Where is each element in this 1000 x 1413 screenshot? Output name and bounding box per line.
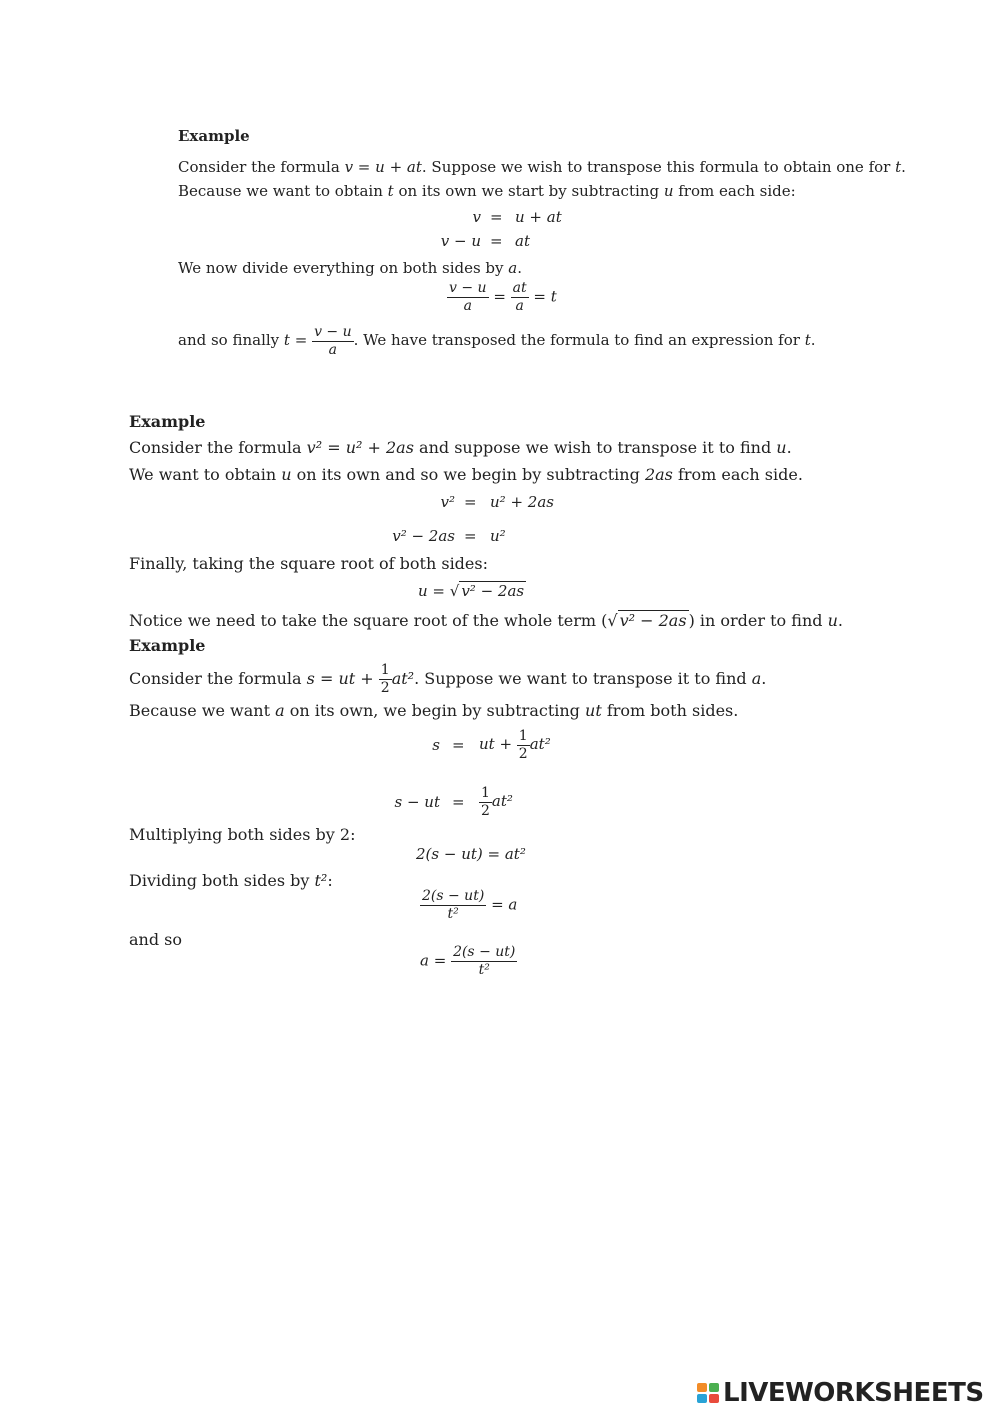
example1-eq2-rhs: at [515,232,530,250]
example3-line5: and so [129,930,183,949]
example1-eq1-op: = [490,208,503,226]
example2-eq2-op: = [464,527,477,545]
logo-square [709,1383,719,1392]
square-root: √ v² − 2as [607,611,687,630]
example3-line1: Consider the formula s = ut + $\frac{1}{2}$ at². Suppose we want to transpose it to find a. [129,662,767,696]
example2-eq2-rhs: u² [490,527,506,545]
example2-eq1-lhs: v² [440,493,455,511]
example3-eq4: $\frac{2(s - ut)}{\text{t²}}$ = a [422,888,518,922]
logo-square [697,1383,707,1392]
example1-heading: Example [178,127,250,145]
fraction: $\frac{at}{a}$ [512,280,527,314]
fraction: $\frac{2(s - ut)}{\text{t²}}$ [422,888,485,922]
example2-line4: Notice we need to take the square root of the whole term (√ v² − 2as ) in order to find u. [129,611,843,630]
example2-eq2-lhs: v² − 2as [392,527,455,545]
logo-square [697,1394,707,1403]
example3-line4: Dividing both sides by t²: [129,871,333,890]
example3-heading: Example [129,636,206,655]
example1-eq1-rhs: u + at [515,208,562,226]
example1-line2: Because we want to obtain t on its own we start by subtracting u from each side: [178,182,796,200]
square-root: √ v² − 2as [449,582,525,600]
fraction: $\frac{v - u}{a}$ [314,323,352,358]
logo-wordmark: LIVEWORKSHEETS [723,1378,984,1408]
example3-eq2-op: = [452,793,465,811]
fraction: $\frac{1}{2}$ [518,727,528,762]
logo-square [709,1394,719,1403]
fraction: $\frac{v - u}{a}$ [449,280,487,314]
fraction: $\frac{1}{2}$ [380,662,390,696]
liveworksheets-logo-icon [697,1383,719,1403]
fraction: $\frac{1}{2}$ [481,784,490,819]
example3-eq2-lhs: s − ut [394,793,440,811]
example1-eq1-lhs: v [472,208,481,226]
example1-line4: and so finally t = $\frac{v - u}{a}$ . We have transposed the formula to find an expression for t. [178,323,816,358]
example2-heading: Example [129,412,206,431]
example3-eq3: 2(s − ut) = at² [416,845,526,863]
liveworksheets-logo[interactable] [697,1378,984,1408]
example2-root-equation: u = √ v² − 2as [418,582,525,600]
example2-line3: Finally, taking the square root of both sides: [129,554,488,573]
example1-line1: Consider the formula v = u + at. Suppose we wish to transpose this formula to obtain one for t. [178,158,906,176]
example1-division-equation: $\frac{v - u}{a}$ = $\frac{at}{a}$ = t [449,280,557,314]
fraction: $\frac{2(s - ut)}{\text{t²}}$ [453,944,516,978]
example2-eq1-rhs: u² + 2as [490,493,554,511]
example1-line3: We now divide everything on both sides by a. [178,259,523,277]
example3-line3: Multiplying both sides by 2: [129,825,356,844]
example2-line1: Consider the formula v² = u² + 2as and suppose we wish to transpose it to find u. [129,438,792,457]
example2-eq1-op: = [464,493,477,511]
example3-line2: Because we want a on its own, we begin by subtracting ut from both sides. [129,701,739,720]
example3-eq1-rhs: ut + $\frac{1}{2}$ at² [479,727,551,762]
example3-eq2-rhs: $\frac{1}{2}$ at² [481,784,513,819]
example1-eq2-op: = [490,232,503,250]
example1-eq2-lhs: v − u [440,232,481,250]
example2-line2: We want to obtain u on its own and so we begin by subtracting 2as from each side. [129,465,803,484]
example3-eq1-lhs: s [432,736,440,754]
example3-eq5: a = $\frac{2(s - ut)}{\text{t²}}$ [420,944,516,978]
example3-eq1-op: = [452,736,465,754]
